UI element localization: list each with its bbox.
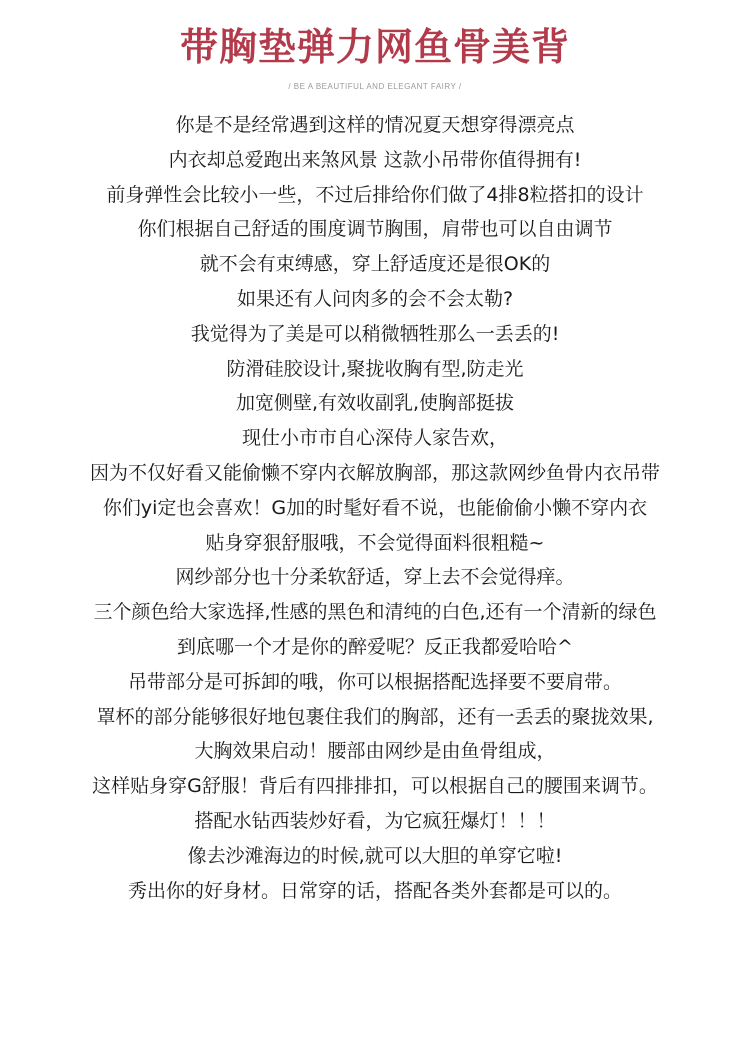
description-line: 到底哪一个才是你的醉爱呢？反正我都爱哈哈^: [177, 635, 573, 658]
description-line: 我觉得为了美是可以稍微牺牲那么一丢丢的!: [190, 322, 560, 345]
description-line: 吊带部分是可拆卸的哦，你可以根据搭配选择要不要肩带。: [127, 670, 622, 693]
description-text-block: [0, 108, 750, 908]
description-line: 如果还有人问肉多的会不会太勒?: [236, 287, 514, 310]
description-line: 网纱部分也十分柔软舒适，穿上去不会觉得痒。: [175, 566, 575, 589]
page-title: 带胸垫弹力网鱼骨美背: [179, 25, 570, 69]
description-line: 前身弹性会比较小一些，不过后排给你们做了4排8粒搭扣的设计: [106, 183, 644, 206]
description-line: 这样贴身穿G舒服！背后有四排排扣，可以根据自己的腰围来调节。: [92, 775, 658, 798]
description-line: 防滑硅胶设计,聚拢收胸有型,防走光: [226, 357, 524, 380]
description-line: 你们yi定也会喜欢！G加的时髦好看不说，也能偷偷小懒不穿内衣: [102, 496, 648, 519]
description-line: 罩杯的部分能够很好地包裹住我们的胸部，还有一丢丢的聚拢效果,: [96, 705, 654, 728]
description-line: 内衣却总爱跑出来煞风景 这款小吊带你值得拥有!: [168, 148, 582, 171]
description-line: 贴身穿狠舒服哦，不会觉得面料很粗糙~: [205, 531, 545, 554]
description-line: 像去沙滩海边的时候,就可以大胆的单穿它啦!: [187, 844, 563, 867]
description-line: 搭配水钻西装炒好看，为它疯狂爆灯！！！: [194, 809, 556, 832]
page-subtitle: / BE A BEAUTIFUL AND ELEGANT FAIRY /: [288, 82, 462, 91]
description-line: 因为不仅好看又能偷懒不穿内衣解放胸部，那这款网纱鱼骨内衣吊带: [89, 461, 660, 484]
description-line: 现仕小市市自心深侍人家告欢，: [241, 427, 508, 450]
description-line: 就不会有束缚感，穿上舒适度还是很OK的: [199, 253, 551, 276]
description-line: 三个颜色给大家选择,性感的黑色和清纯的白色,还有一个清新的绿色: [93, 601, 657, 624]
description-line: 你是不是经常遇到这样的情况夏天想穿得漂亮点: [175, 114, 575, 136]
description-line: 大胸效果启动！腰部由网纱是由鱼骨组成，: [194, 740, 556, 763]
description-line: 你们根据自己舒适的围度调节胸围，肩带也可以自由调节: [137, 218, 613, 241]
description-line: 加宽侧壁,有效收副乳,使胸部挺拔: [235, 392, 515, 415]
description-line: 秀出你的好身材。日常穿的话，搭配各类外套都是可以的。: [127, 879, 622, 902]
